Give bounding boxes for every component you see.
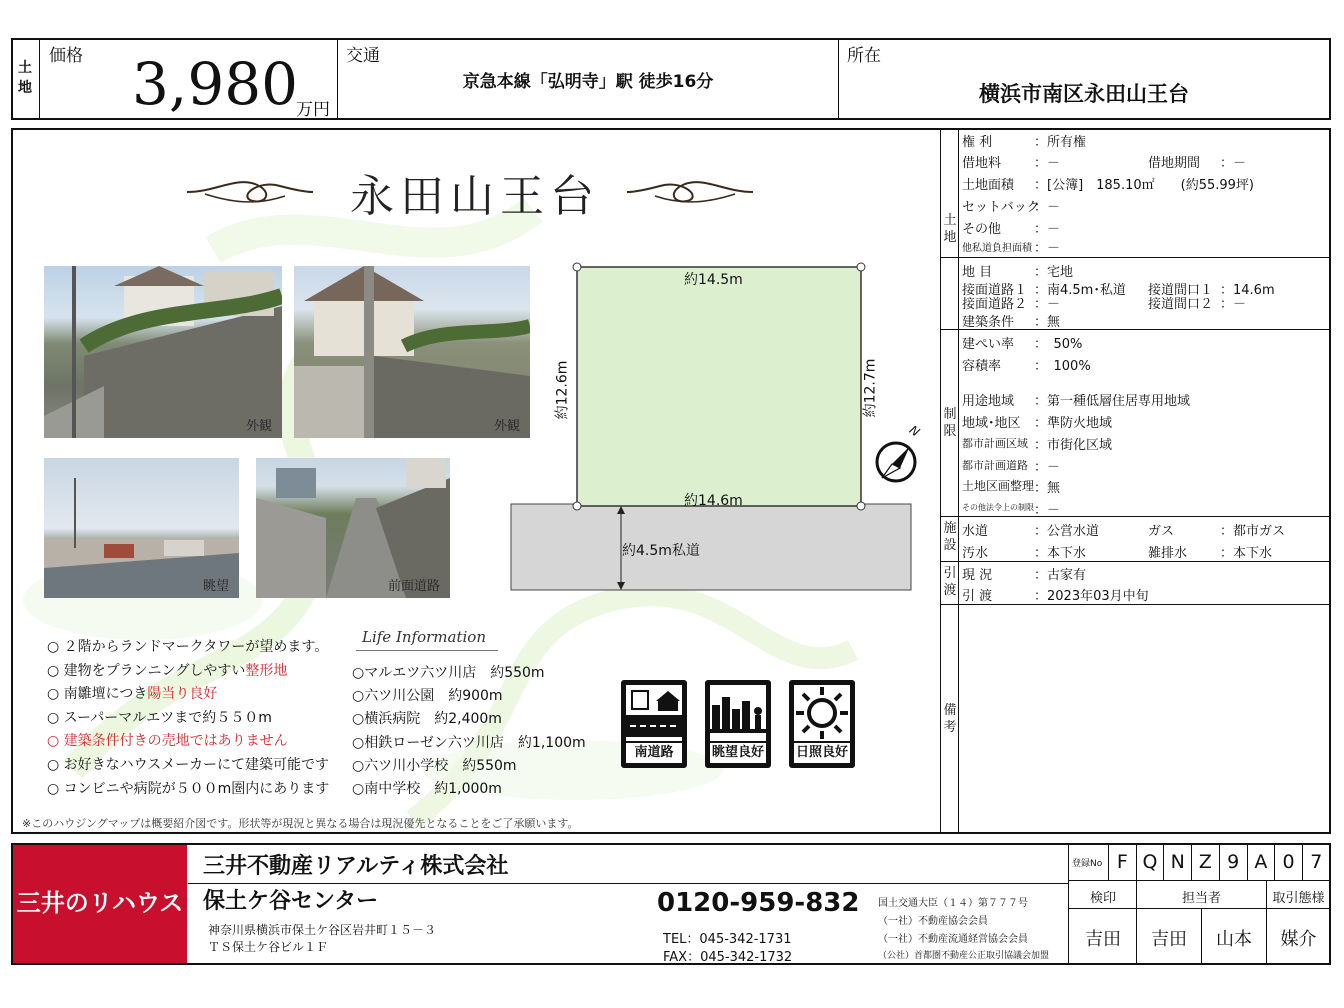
photo-caption: 外観: [493, 419, 520, 434]
life-info-item: ○横浜病院 約2,400m: [352, 711, 502, 728]
price-value: 3,980: [132, 50, 299, 118]
company-name: 三井不動産リアルティ株式会社: [203, 854, 509, 879]
disclaimer: ※このハウジングマップは概要紹介図です。形状等が現況と異なる場合は現況優先となることをご了承願います。: [22, 817, 579, 830]
road-house-icon: [626, 685, 682, 741]
north-compass-icon: [872, 434, 924, 486]
plot-top-dimension: 約14.5m: [684, 272, 743, 288]
address-line-2: ＴＳ保土ケ谷ビル１Ｆ: [208, 940, 329, 954]
association-1: （一社）不動産協会会員: [878, 916, 988, 927]
section-facility-label: 施設: [943, 521, 957, 553]
registration-char: N: [1163, 845, 1191, 880]
transaction-type: 媒介: [1280, 929, 1317, 950]
transport-label: 交通: [346, 46, 380, 66]
registration-label: 登録No: [1072, 859, 1103, 869]
registration-char: Z: [1191, 845, 1219, 880]
page-title: 永田山王台: [350, 171, 600, 222]
registration-char: 9: [1219, 845, 1247, 880]
life-info-item: ○相鉄ローゼン六ツ川店 約1,100m: [352, 734, 586, 751]
staff-name-1: 吉田: [1151, 929, 1187, 950]
address-line-1: 神奈川県横浜市保土ケ谷区岩井町１５－３: [208, 923, 437, 937]
photo-caption: 眺望: [202, 579, 229, 594]
feature-list: [47, 636, 329, 801]
registration-char: 7: [1302, 845, 1330, 880]
association-2: （一社）不動産流通経営協会会員: [878, 934, 1028, 945]
life-info-item: ○六ツ川公園 約900m: [352, 688, 503, 705]
exterior-photo-1: [44, 266, 282, 438]
right-ornament-icon: [625, 172, 755, 212]
tel-number: TEL：045-342-1731: [663, 932, 792, 947]
transport-value: 京急本線「弘明寺」駅 徒歩16分: [462, 72, 714, 92]
photo-caption: 前面道路: [387, 579, 440, 594]
fax-number: FAX：045-342-1732: [663, 950, 793, 965]
good-view-badge: 眺望良好: [705, 680, 771, 768]
section-notes-label: 備考: [943, 703, 957, 735]
south-road-badge: 南道路: [621, 680, 687, 768]
registration-char: F: [1108, 845, 1136, 880]
registration-char: A: [1247, 845, 1275, 880]
inspector-name: 吉田: [1085, 929, 1121, 950]
city-view-icon: [710, 685, 766, 741]
price-label: 価格: [49, 46, 83, 66]
feature-item: ○ 建築条件付きの売地ではありません: [47, 733, 288, 750]
feature-item: ○ スーパーマルエツまで約５５０m: [47, 709, 272, 726]
plot-bottom-dimension: 約14.6m: [684, 493, 743, 509]
column-header-staff: 担当者: [1181, 891, 1221, 906]
location-label: 所在: [847, 46, 881, 66]
good-sunlight-badge: 日照良好: [789, 680, 855, 768]
view-photo: [44, 458, 239, 598]
property-type-label: 土地: [18, 60, 32, 96]
feature-item: ○ お好きなハウスメーカーにて建築可能です: [47, 756, 329, 773]
price-unit: 万円: [296, 100, 330, 120]
registration-char: Q: [1136, 845, 1164, 880]
column-header-transaction: 取引態様: [1272, 891, 1325, 906]
exterior-photo-2: [294, 266, 530, 438]
life-info-list: [352, 662, 586, 801]
plot-diagram: [505, 258, 915, 596]
life-info-title: Life Information: [362, 628, 486, 646]
sun-icon: [794, 685, 850, 741]
feature-item: ○ 南雛壇につき陽当り良好: [47, 686, 218, 703]
life-info-item: ○マルエツ六ツ川店 約550m: [352, 665, 545, 681]
staff-name-2: 山本: [1216, 929, 1252, 950]
section-land-label: 土地: [943, 213, 957, 245]
location-value: 横浜市南区永田山王台: [979, 82, 1189, 106]
registration-char: 0: [1274, 845, 1302, 880]
road-width-label: 約4.5m私道: [622, 543, 700, 559]
north-label: N: [906, 422, 923, 440]
column-header-inspection: 検印: [1089, 891, 1116, 906]
free-dial-number: 0120-959-832: [657, 888, 860, 918]
brand-logo: 三井のリハウス: [13, 845, 187, 963]
license-number: 国土交通大臣（１４）第７７７号: [878, 898, 1028, 909]
left-ornament-icon: [185, 172, 315, 212]
front-road-photo: [256, 458, 450, 598]
plot-left-dimension: 約12.6m: [554, 360, 571, 420]
life-info-item: ○六ツ川小学校 約550m: [352, 757, 517, 774]
feature-item: ○ 建物をプランニングしやすい整形地: [47, 662, 288, 679]
branch-name: 保土ケ谷センター: [203, 889, 379, 914]
photo-caption: 外観: [245, 419, 272, 434]
feature-item: ○ コンビニや病院が５００m圏内にあります: [47, 780, 330, 797]
plot-right-dimension: 約12.7m: [862, 358, 879, 418]
section-limit-label: 制限: [943, 407, 957, 439]
section-handover-label: 引渡: [943, 566, 957, 598]
association-3: （公社）首都圏不動産公正取引協議会加盟: [878, 951, 1050, 961]
life-info-item: ○南中学校 約1,000m: [352, 781, 502, 798]
feature-item: ○ ２階からランドマークタワーが望めます。: [47, 639, 329, 655]
